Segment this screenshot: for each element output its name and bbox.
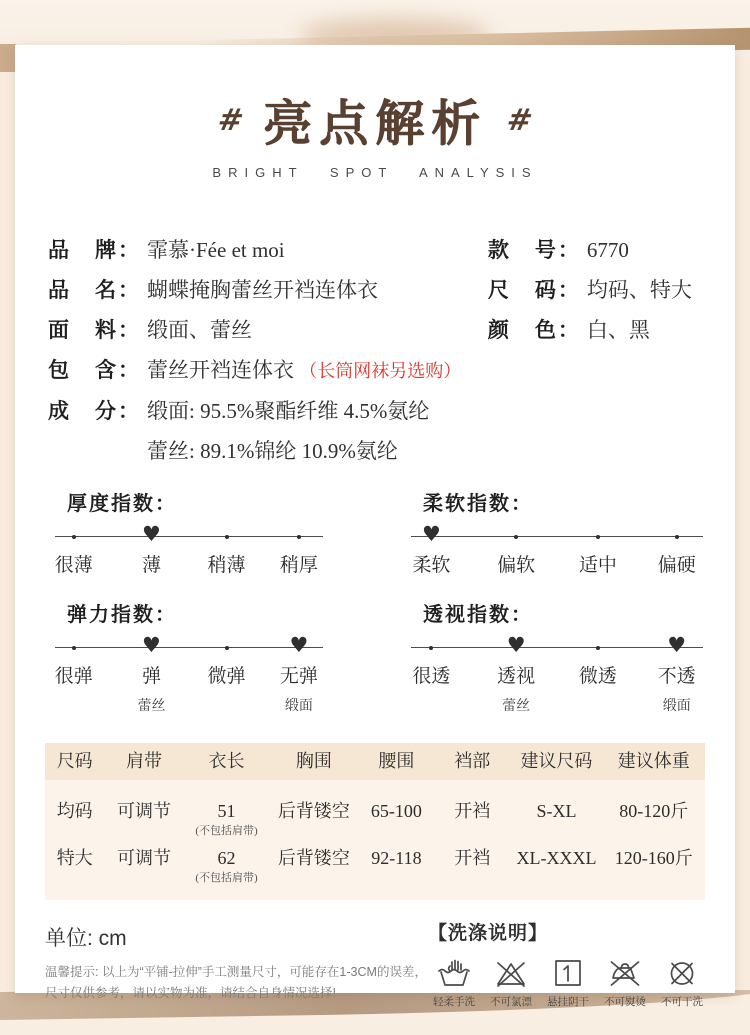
scale-option-label: 不透 (657, 666, 696, 687)
table-row (45, 839, 705, 886)
scale-line (55, 647, 323, 648)
scale-track (55, 522, 323, 588)
index-scales (55, 477, 735, 729)
spec-value: 霏慕·Fée et moi (147, 238, 285, 262)
spec-colon: ： (118, 358, 139, 382)
scale-option-label: 弹 (141, 666, 161, 687)
size-table-body (45, 780, 705, 900)
scale-title: 弹力指数： (67, 604, 177, 626)
scale-line (411, 536, 703, 537)
spec-colon: ： (118, 238, 139, 262)
specs-right-column (488, 230, 735, 471)
hang-dry-icon (550, 955, 586, 991)
cell-length-value: 62 (217, 848, 236, 868)
wash-item (656, 955, 708, 1009)
scale-option-label: 偏硬 (657, 555, 696, 576)
cell-waist: 65-100 (370, 801, 422, 821)
cell-strap: 可调节 (116, 801, 171, 821)
scale-option-label: 偏软 (497, 555, 536, 576)
scale-option-label: 很弹 (54, 666, 93, 687)
spec-label: 成分 (48, 399, 116, 423)
column-header: 腰围 (378, 751, 415, 771)
unit-label: 单位: cm (45, 927, 127, 950)
dot-marker-icon (514, 535, 518, 539)
spec-row-fabric (48, 310, 488, 350)
scale-option-label: 稍厚 (279, 555, 318, 576)
spec-label: 尺码 (487, 278, 556, 302)
purchase-note: （长筒网袜另选购） (299, 361, 462, 381)
washing-icons-row (428, 955, 713, 1009)
spec-row-name (48, 270, 488, 310)
cell-length-value: 51 (217, 801, 236, 821)
no-iron-icon (607, 955, 643, 991)
spec-value (147, 350, 488, 391)
scale-option-label: 薄 (141, 555, 161, 576)
footer (45, 918, 713, 1009)
column-header: 建议尺码 (520, 751, 593, 771)
detail-card (15, 45, 735, 1008)
spec-label: 品名 (48, 278, 116, 302)
cell-size: 特大 (56, 848, 93, 868)
spec-colon: ： (557, 238, 579, 262)
spec-label: 品牌 (48, 238, 116, 262)
scale-line (411, 647, 703, 648)
spec-value: 白、黑 (586, 318, 650, 342)
no-bleach-icon (493, 955, 529, 991)
scale-option-label: 柔软 (412, 555, 451, 576)
spec-label: 包含 (48, 358, 116, 382)
wash-item-label: 不可熨烫 (604, 996, 646, 1008)
wash-item (428, 955, 480, 1009)
cell-suggest-size: S-XL (536, 801, 577, 821)
dot-marker-icon (225, 535, 229, 539)
heart-icon: ♥ (142, 633, 161, 657)
wash-item (542, 955, 594, 1009)
cell-length (184, 846, 270, 886)
heart-icon: ♥ (289, 633, 309, 657)
heart-icon: ♥ (506, 633, 526, 657)
scale-option-label: 透视 (497, 666, 536, 687)
spec-colon: ： (557, 318, 579, 342)
dot-marker-icon (675, 535, 679, 539)
scale-title: 厚度指数： (67, 493, 177, 515)
scale-elasticity (55, 588, 323, 729)
wash-item-label: 不可干洗 (661, 996, 703, 1008)
spec-colon: ： (557, 278, 579, 302)
table-row (45, 792, 705, 839)
spec-value (147, 391, 488, 471)
composition-lace: 蕾丝: 89.1%锦纶 10.9%氨纶 (147, 439, 398, 463)
column-header: 衣长 (208, 751, 245, 771)
composition-satin: 缎面: 95.5%聚酯纤维 4.5%氨纶 (147, 399, 430, 423)
wash-item-label: 悬挂阴干 (547, 996, 589, 1008)
cell-bust: 后背镂空 (277, 801, 350, 821)
scale-option-sublabel: 蕾丝 (137, 699, 166, 714)
spec-colon: ： (118, 318, 139, 342)
tips-line-2: 尺寸仅供参考，请以实物为准，请结合自身情况选择! (45, 986, 336, 1000)
scale-option-label: 无弹 (279, 666, 318, 687)
photo-side-wedge (0, 44, 16, 72)
spec-row-size (488, 270, 735, 310)
scale-track (411, 522, 703, 588)
product-specs (48, 230, 735, 471)
scale-track (411, 633, 703, 729)
scale-title: 透视指数： (423, 604, 533, 626)
scale-option-sublabel: 缎面 (662, 699, 691, 714)
cell-bust: 后背镂空 (277, 848, 350, 868)
wash-item (485, 955, 537, 1009)
cell-suggest-weight: 80-120斤 (619, 801, 689, 821)
size-table-header (45, 743, 705, 780)
column-header: 肩带 (125, 751, 162, 771)
cell-waist: 92-118 (371, 848, 422, 868)
scale-option-label: 稍薄 (207, 555, 246, 576)
heart-icon: ♥ (667, 633, 687, 657)
spec-row-composition (48, 391, 488, 471)
hand-wash-icon (436, 955, 472, 991)
spec-row-includes (48, 350, 488, 391)
scale-track (55, 633, 323, 729)
dot-marker-icon (72, 535, 76, 539)
includes-value: 蕾丝开裆连体衣 (147, 358, 294, 382)
spec-value: 均码、特大 (586, 278, 692, 302)
spec-label: 面料 (48, 318, 116, 342)
spec-colon: ： (118, 278, 139, 302)
hash-decoration-right: # (503, 102, 536, 138)
spec-value: 6770 (586, 238, 629, 262)
spec-label: 颜色 (487, 318, 556, 342)
spec-value: 缎面、蕾丝 (147, 318, 252, 342)
wash-item-label: 轻柔手洗 (433, 996, 475, 1008)
spec-row-brand (48, 230, 488, 270)
scale-option-label: 微透 (578, 666, 617, 687)
size-table (45, 743, 705, 900)
cell-crotch: 开裆 (454, 801, 491, 821)
header (15, 45, 735, 180)
wash-item (599, 955, 651, 1009)
page-subtitle: BRIGHT SPOT ANALYSIS (212, 165, 538, 180)
spec-label: 款号 (487, 238, 556, 262)
scale-option-label: 很透 (412, 666, 451, 687)
cell-length-note: (不包括肩带) (195, 825, 258, 837)
hash-decoration-left: # (214, 102, 247, 138)
tips-text (45, 962, 428, 1004)
cell-length-note: (不包括肩带) (195, 872, 258, 884)
cell-strap: 可调节 (116, 848, 171, 868)
dot-marker-icon (596, 646, 600, 650)
washing-instructions (428, 918, 713, 1009)
tips-line-1: 温馨提示: 以上为“平铺-拉伸”手工测量尺寸，可能存在1-3CM的误差， (45, 965, 427, 979)
scale-title: 柔软指数： (423, 493, 533, 515)
dot-marker-icon (72, 646, 76, 650)
heart-icon: ♥ (422, 522, 441, 546)
measurement-notes (45, 918, 428, 1009)
column-header: 裆部 (454, 751, 491, 771)
scale-line (55, 536, 323, 537)
cell-size: 均码 (56, 801, 93, 821)
spec-value: 蝴蝶掩胸蕾丝开裆连体衣 (147, 278, 378, 302)
cell-suggest-weight: 120-160斤 (614, 848, 693, 868)
dot-marker-icon (225, 646, 229, 650)
scale-option-label: 微弹 (207, 666, 246, 687)
heart-icon: ♥ (142, 522, 161, 546)
spec-colon: ： (118, 399, 139, 423)
cell-length (184, 799, 270, 839)
dot-marker-icon (297, 535, 301, 539)
scale-thickness (55, 477, 323, 588)
dot-marker-icon (596, 535, 600, 539)
wash-item-label: 不可氯漂 (490, 996, 532, 1008)
no-dry-clean-icon (664, 955, 700, 991)
spec-row-color (488, 310, 735, 350)
column-header: 建议体重 (617, 751, 690, 771)
column-header: 胸围 (295, 751, 332, 771)
scale-option-label: 很薄 (54, 555, 93, 576)
scale-transparency (411, 588, 703, 729)
cell-crotch: 开裆 (454, 848, 491, 868)
dot-marker-icon (429, 646, 433, 650)
scale-option-sublabel: 缎面 (284, 699, 313, 714)
column-header: 尺码 (56, 751, 93, 771)
scale-option-label: 适中 (578, 555, 617, 576)
specs-left-column (48, 230, 488, 471)
cell-suggest-size: XL-XXXL (516, 848, 597, 868)
spec-row-model (488, 230, 735, 270)
scale-option-sublabel: 蕾丝 (502, 699, 531, 714)
page-title (15, 85, 735, 155)
washing-instructions-title: 【洗涤说明】 (428, 923, 549, 944)
page-title-text: 亮点解析 (262, 96, 487, 151)
scale-softness (411, 477, 703, 588)
